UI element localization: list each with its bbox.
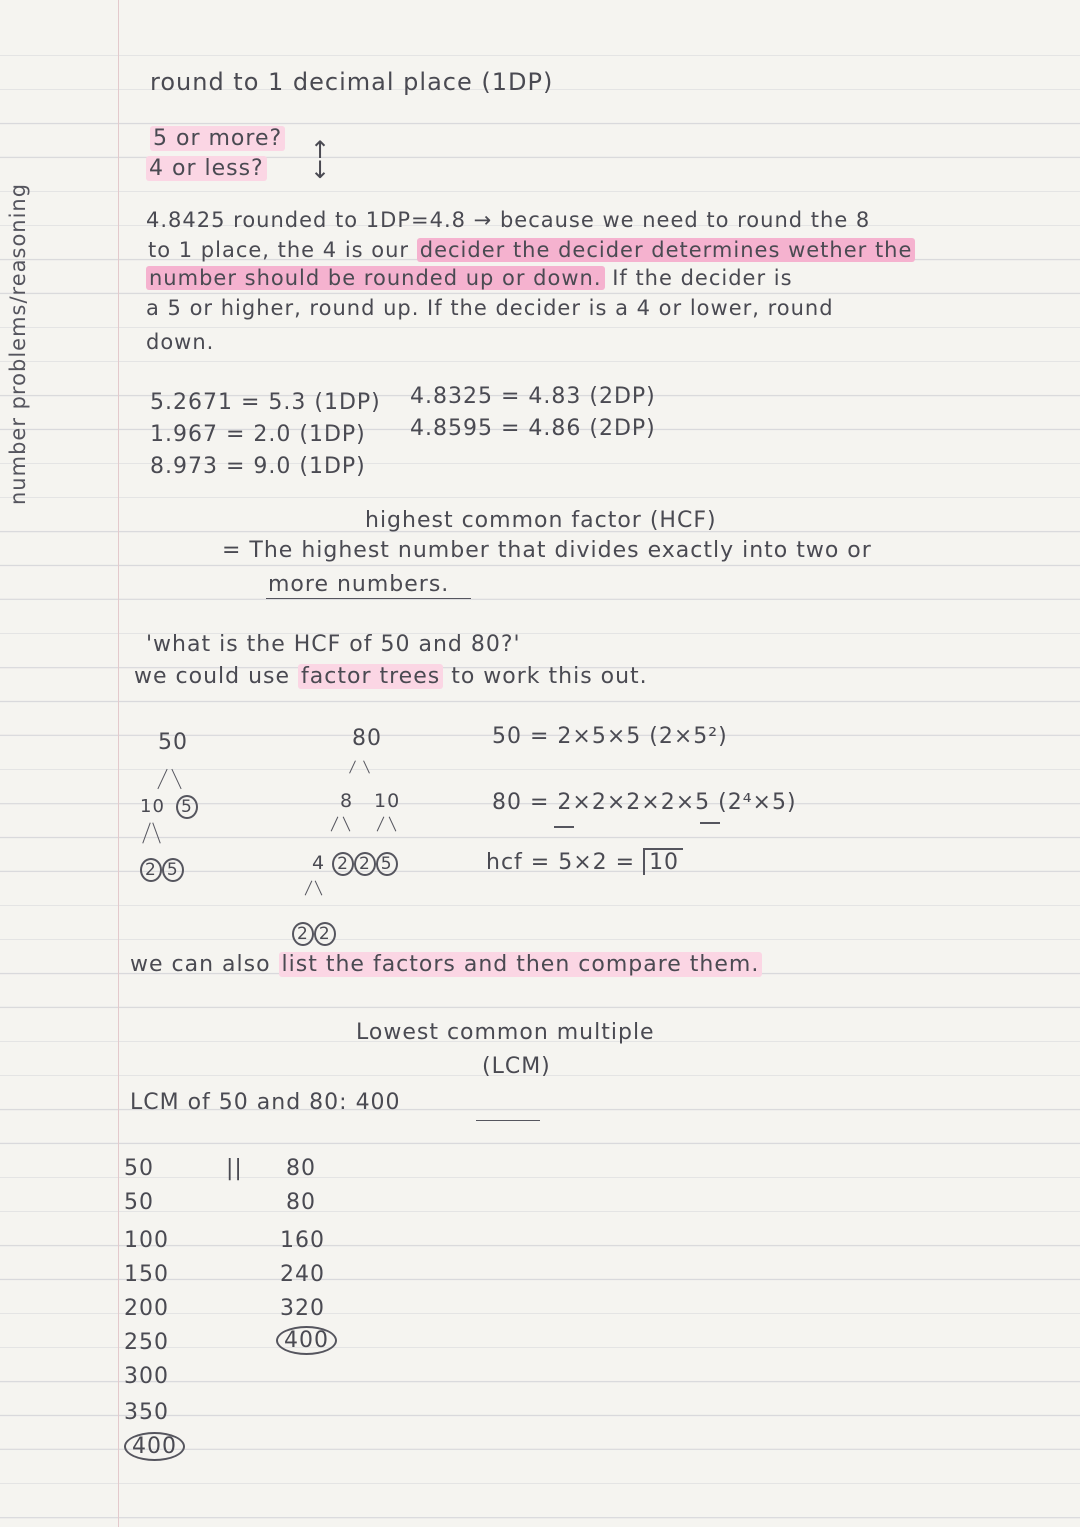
lcm-result-value: 400	[355, 1090, 401, 1115]
factor-trees-highlight: factor trees	[298, 664, 443, 689]
lcm-head-80: 80	[286, 1156, 316, 1181]
tree50-root: 50	[158, 730, 188, 755]
decider-highlight: decider the decider determines wether the	[417, 238, 916, 262]
multiple-80-5	[276, 1328, 337, 1353]
underline-mark	[700, 822, 720, 824]
hcf-calculation	[486, 850, 683, 875]
multiple-80-2: 160	[280, 1228, 325, 1253]
multiple-80-4: 320	[280, 1296, 325, 1321]
multiple-50-3: 150	[124, 1262, 169, 1287]
hcf-calc-text: hcf = 5×2 =	[486, 850, 644, 875]
multiple-50-1: 50	[124, 1190, 154, 1215]
rule-down: 4 or less?	[146, 156, 267, 181]
method-text-a: we could use	[134, 664, 299, 689]
tree80-leaf-2a: 2	[292, 922, 314, 946]
hcf-title: highest common factor (HCF)	[365, 508, 717, 533]
example-left-3: 8.973 = 9.0 (1DP)	[150, 454, 366, 479]
multiple-80-5-circled: 400	[276, 1326, 337, 1355]
tree50-right-circled: 5	[176, 795, 198, 819]
lcm-underline	[476, 1120, 540, 1121]
definition-underline	[266, 598, 471, 599]
hcf-question: 'what is the HCF of 50 and 80?'	[146, 632, 521, 657]
margin-line	[118, 0, 119, 1527]
list-factors-highlight: list the factors and then compare them.	[279, 952, 763, 977]
tree80-level3	[292, 922, 336, 944]
rounding-title: round to 1 decimal place (1DP)	[150, 68, 554, 96]
rounded-highlight: number should be rounded up or down.	[146, 266, 605, 290]
lcm-head-separator: ||	[226, 1156, 243, 1181]
example-left-1: 5.2671 = 5.3 (1DP)	[150, 390, 381, 415]
hcf-definition-2: more numbers.	[268, 572, 450, 597]
hcf-alternative	[130, 952, 762, 977]
tree80-right: 10	[374, 790, 401, 812]
tree50-left: 10	[140, 796, 165, 817]
multiple-50-5: 250	[124, 1330, 169, 1355]
hcf-definition-1: = The highest number that divides exactly into two or	[222, 538, 872, 563]
explanation-line-3	[146, 266, 793, 290]
prime-factors-50: 50 = 2×5×5 (2×5²)	[492, 724, 728, 749]
method-text-b: to work this out.	[443, 664, 648, 689]
explanation-line-3-text: If the decider is	[604, 266, 793, 290]
multiple-50-6: 300	[124, 1364, 169, 1389]
rule-up: 5 or more?	[150, 126, 285, 151]
rule-up-row	[150, 126, 285, 151]
lcm-abbr: (LCM)	[482, 1054, 551, 1079]
multiple-50-4: 200	[124, 1296, 169, 1321]
explanation-line-4: a 5 or higher, round up. If the decider is a 4 or lower, round	[146, 296, 834, 320]
hcf-method	[134, 664, 648, 689]
explanation-line-2-text: to 1 place, the 4 is our	[148, 238, 417, 262]
tree50-leaf-1: 2	[140, 858, 162, 882]
tree50-leaves	[140, 856, 184, 881]
tree50-leaf-2: 5	[162, 858, 184, 882]
tree80-node-5: 5	[376, 852, 398, 876]
rule-down-row	[146, 156, 267, 181]
lcm-result-text: LCM of 50 and 80:	[130, 1090, 356, 1115]
tree80-node-2: 2	[332, 852, 354, 876]
lcm-head-50: 50	[124, 1156, 154, 1181]
prime-factors-80: 80 = 2×2×2×2×5 (2⁴×5)	[492, 790, 797, 815]
tree80-node-2b: 2	[354, 852, 376, 876]
tree80-level2	[312, 852, 398, 874]
tree80-node-4: 4	[312, 852, 326, 874]
tree80-left: 8	[340, 790, 354, 812]
side-margin-note: number problems/reasoning	[6, 182, 30, 505]
lcm-title: Lowest common multiple	[356, 1020, 655, 1045]
explanation-line-2	[148, 238, 915, 262]
multiple-50-8-circled: 400	[124, 1432, 185, 1461]
explanation-line-5: down.	[146, 330, 215, 354]
arrow-up-icon: ↑	[310, 136, 331, 164]
multiple-80-3: 240	[280, 1262, 325, 1287]
tree50-right	[176, 796, 198, 817]
explanation-line-1: 4.8425 rounded to 1DP=4.8 → because we need to round the 8	[146, 208, 871, 232]
multiple-50-7: 350	[124, 1400, 169, 1425]
tree80-root: 80	[352, 726, 382, 751]
lcm-result	[130, 1090, 401, 1115]
arrow-down-icon: ↓	[310, 156, 331, 184]
hcf-answer: 10	[643, 848, 683, 875]
underline-mark	[554, 826, 574, 828]
tree80-leaf-2b: 2	[314, 922, 336, 946]
example-right-2: 4.8595 = 4.86 (2DP)	[410, 416, 656, 441]
multiple-50-8	[124, 1434, 185, 1459]
example-left-2: 1.967 = 2.0 (1DP)	[150, 422, 366, 447]
example-right-1: 4.8325 = 4.83 (2DP)	[410, 384, 656, 409]
multiple-50-2: 100	[124, 1228, 169, 1253]
alt-text-a: we can also	[130, 952, 279, 977]
multiple-80-1: 80	[286, 1190, 316, 1215]
